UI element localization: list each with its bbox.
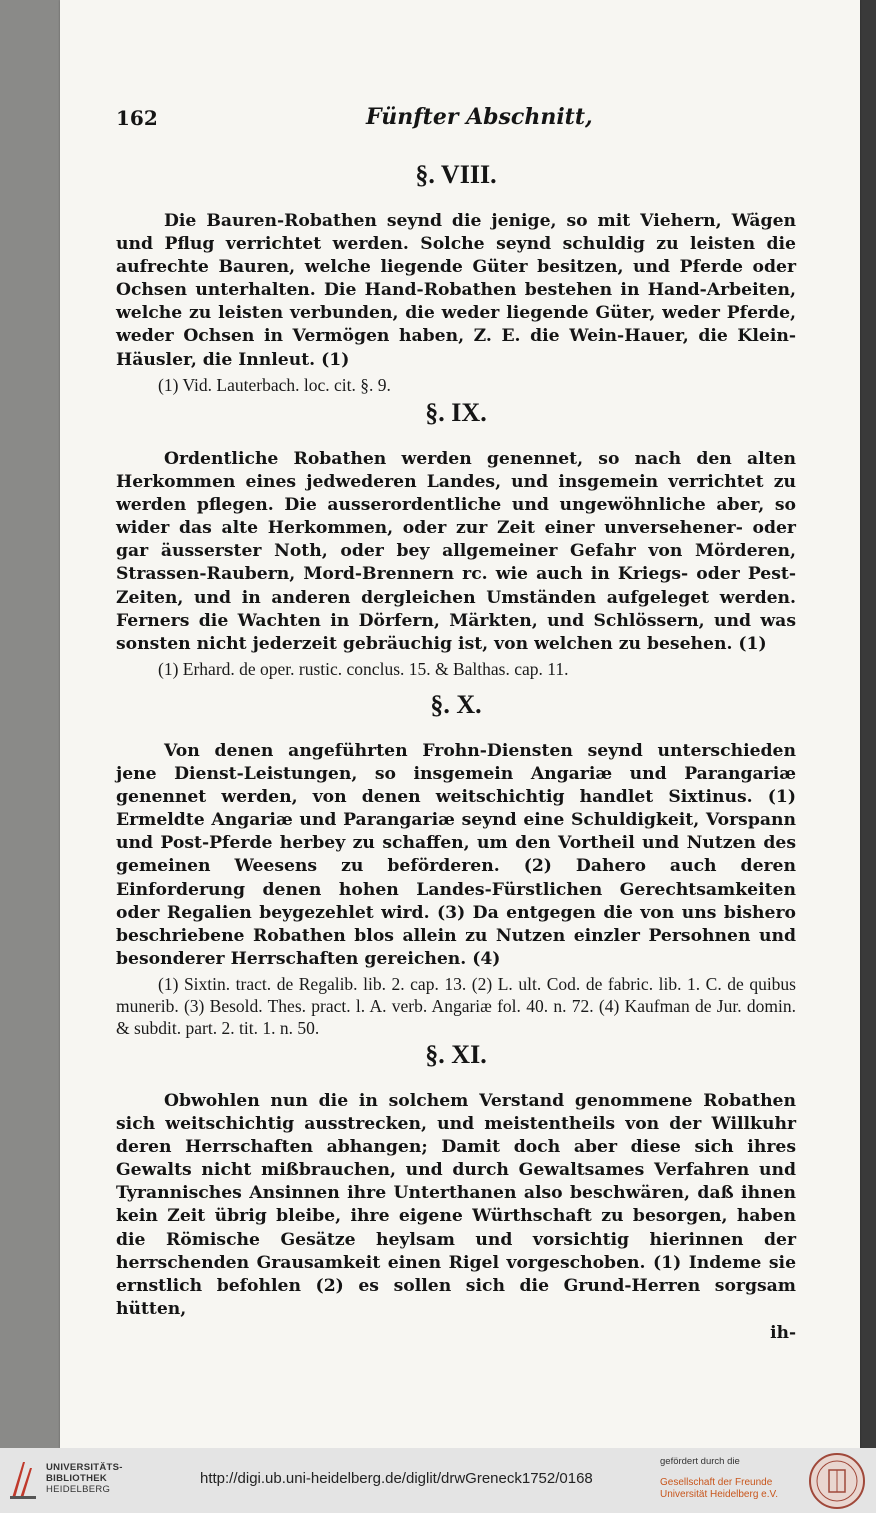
sponsor-name-line2: Universität Heidelberg e.V. — [660, 1489, 779, 1500]
section-heading: §. VIII. — [415, 160, 497, 189]
library-logo-icon — [10, 1460, 36, 1500]
footnote: (1) Erhard. de oper. rustic. conclus. 15. & Balthas. cap. 11. — [158, 658, 569, 679]
running-title: Fünfter Abschnitt, — [366, 104, 593, 130]
scan-left-margin — [0, 0, 60, 1448]
library-name: UNIVERSITÄTS- BIBLIOTHEK HEIDELBERG — [46, 1462, 123, 1495]
section-text: Von denen angeführten Frohn-Diensten seynd unterschieden jene Dienst-Leistungen, so insgemein Angariæ und Parangariæ genennet werden, von denen weitschichtig handlet Sixtinus. (1) Ermeldte Angariæ und Parangariæ seynd eine Schuldigkeit, Vorspann und Post-Pferde herbey zu schaffen, um den Vortheil und Nutzen des gemeinen Weesens zu beförderen. (2) Dahero auch deren Einforderung denen hohen Landes-Fürstlichen Gerechtsamkeiten oder Regalien beygezehlet wird. (3) Da entgegen die von uns bishero beschriebene Robathen blos allein zu Nutzen einzler Persohnen und besonderer Herrschaften gereichen. (4) — [116, 741, 796, 969]
section-text: Ordentliche Robathen werden genennet, so nach den alten Herkommen eines jedwederen Landes, und insgemein verrichtet zu werden pflegen. Die ausserordentliche und ungewöhnliche aber, so wider das alte Herkommen, oder zur Zeit einer unversehener- oder gar äusserster Noth, oder bey allgemeiner Gefahr von Mörderen, Strassen-Raubern, Mord-Brennern rc. wie auch in Kriegs- oder Pest-Zeiten, und in anderen dergleichen Umständen aufgeleget werden. Ferners die Wachten in Dörfern, Märkten, und Schlössern, und was sonsten nicht jederzeit gebräuchig ist, von welchen zu besehen. (1) — [116, 449, 796, 654]
sponsor-label: gefördert durch die — [660, 1456, 740, 1467]
footnote: (1) Vid. Lauterbach. loc. cit. §. 9. — [158, 374, 391, 395]
section-x — [116, 690, 796, 1039]
permalink-url[interactable]: http://digi.ub.uni-heidelberg.de/diglit/drwGreneck1752/0168 — [200, 1470, 593, 1487]
page-number: 162 — [116, 106, 158, 130]
footnote: (1) Sixtin. tract. de Regalib. lib. 2. cap. 13. (2) L. ult. Cod. de fabric. lib. 1. C. de quibus munerib. (3) Besold. Thes. pract. l. A. verb. Angariæ fol. 40. n. 72. (4) Kaufman de Jur. domin. & subdit. part. 2. tit. 1. n. 50. — [116, 973, 796, 1038]
university-seal-icon — [808, 1452, 866, 1510]
page-header — [116, 100, 796, 140]
sponsor-block — [660, 1456, 800, 1501]
catchword: ih- — [770, 1322, 796, 1343]
sponsor-name-line1: Gesellschaft der Freunde — [660, 1477, 773, 1488]
section-xi — [116, 1040, 796, 1343]
section-heading: §. IX. — [425, 398, 487, 427]
section-heading: §. X. — [430, 690, 482, 719]
scan-right-margin — [860, 0, 876, 1448]
footer-bar — [0, 1448, 876, 1513]
section-ix — [116, 398, 796, 680]
section-text: Die Bauren-Robathen seynd die jenige, so mit Viehern, Wägen und Pflug verrichtet werden. Solche seynd schuldig zu leisten die aufrechte Bauren, welche liegende Güter besitzen, und Pferde oder Ochsen unterhalten. Die Hand-Robathen bestehen in Hand-Arbeiten, welche zu leisten verbunden, die weder liegende Güter, weder Pferde, weder Ochsen in Vermögen haben, Z. E. die Wein-Hauer, die Klein-Häusler, die Innleut. (1) — [116, 211, 796, 370]
section-viii — [116, 160, 796, 396]
section-heading: §. XI. — [425, 1040, 487, 1069]
section-text: Obwohlen nun die in solchem Verstand genommene Robathen sich weitschichtig ausstrecken, und meistentheils von der Willkuhr deren Herrschaften abhangen; Damit doch aber diese sich ihres Gewalts nicht mißbrauchen, und durch Gewaltsames Verfahren und Tyrannisches Ansinnen ihre Unterthanen also beschwären, daß ihnen kein Zeit übrig bleibe, ihre eigene Würthschaft zu besorgen, haben die Römische Gesätze heylsam und vorsichtig hierinnen der herrschenden Grausamkeit einen Rigel vorgeschoben. (1) Indeme sie ernstlich befohlen (2) es sollen sich die Grund-Herren sorgsam hütten, — [116, 1091, 796, 1319]
